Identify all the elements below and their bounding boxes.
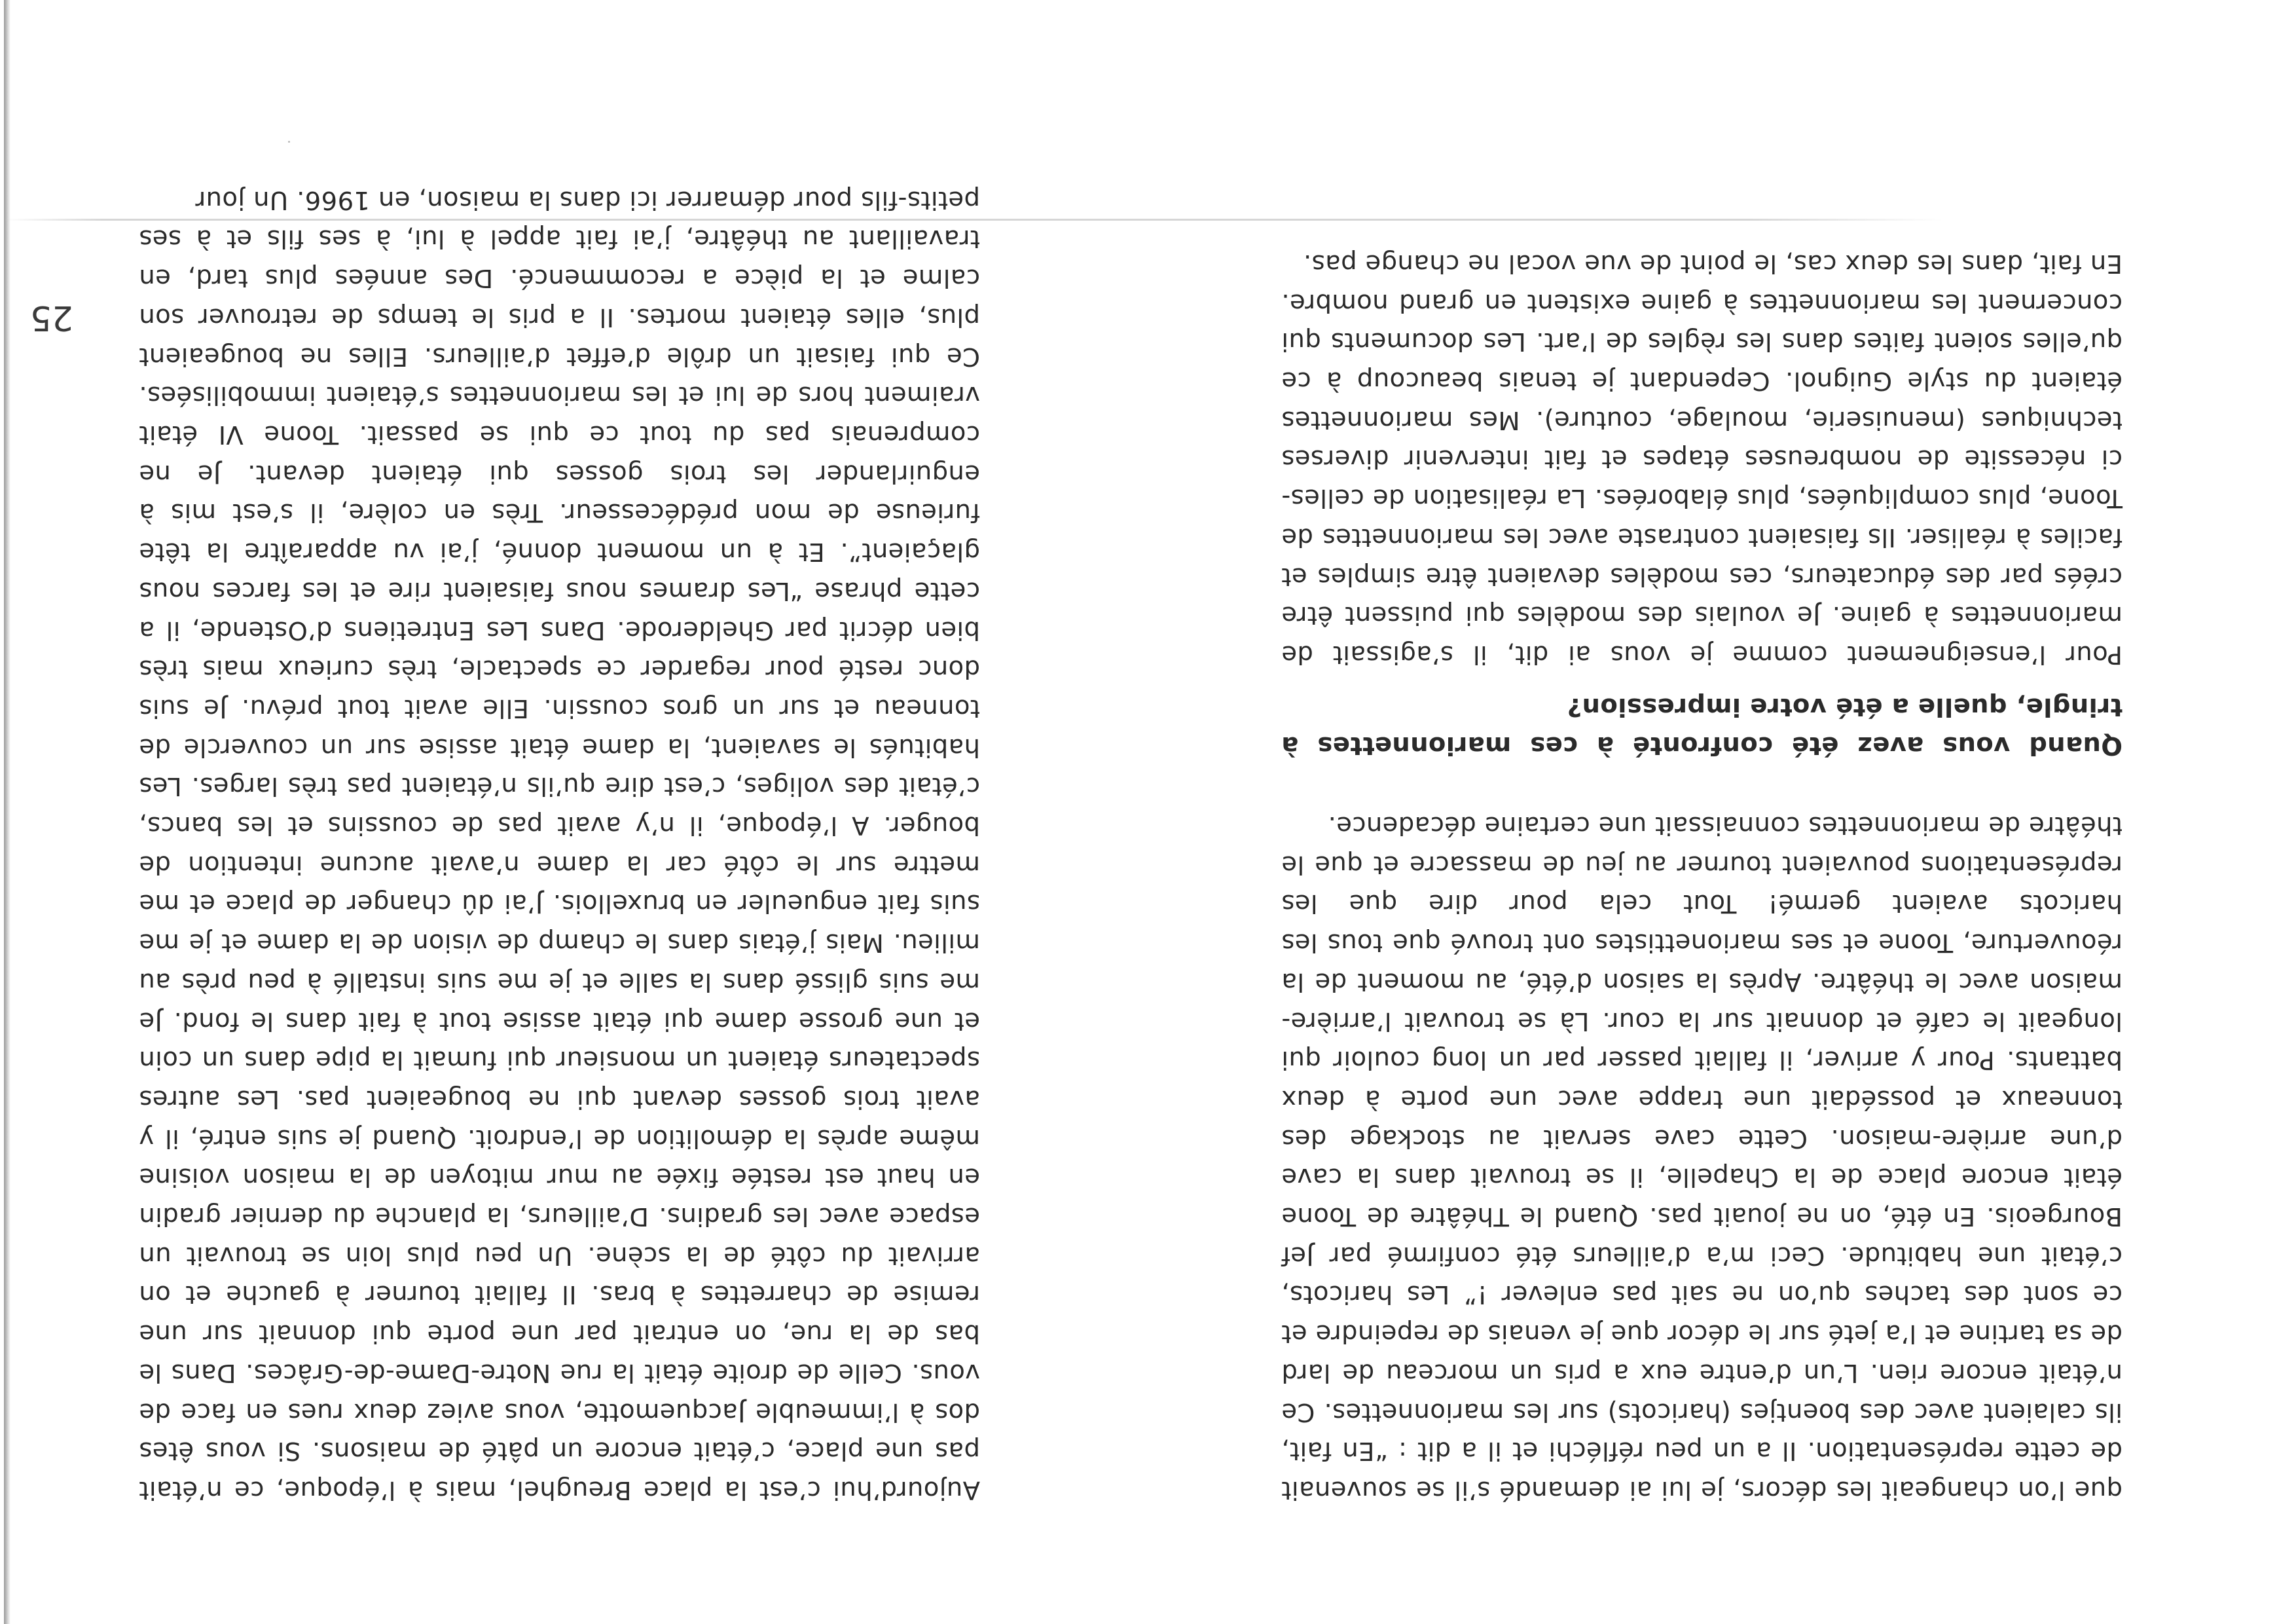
page-number: 25 bbox=[29, 298, 73, 337]
interview-answer: Pour l’enseignement comme je vous ai dit, il s’agissait de marionnettes à gaine. Je voulais des modèles qui puissent être créés par des éducateurs, ces modèles devaient être simples et faciles à réaliser. Ils faisaient contraste avec les marionnettes de Toone, plus compliquées, plus élaborées. La réalisation de celles-ci nécessite de nombreuses étapes et fait intervenir diverses techniques (menuiserie, moulage, couture). Mes marionnettes étaient du style Guignol. Cependant je tenais beaucoup à ce qu’elles soient faites dans les règles de l’art. Les documents qui concernent les marionnettes à gaine existent en grand nombre. En fait, dans les deux cas, le point de vue vocal ne change pas. bbox=[1281, 248, 2123, 669]
text-column-left bbox=[139, 180, 980, 1509]
text-column-right bbox=[1281, 244, 2123, 1509]
paragraph: que l’on changeait les décors, je lui ai demandé s’il se souvenait de cette représentation. Il a un peu réfléchi et il a dit : “En fait, ils calaient avec des boentjes (haricots) sur les marionnettes. Ce n’était encore rien. L’un d’entre eux a pris un morceau de lard de sa tartine et l’a jeté sur le décor que je venais de repeindre et ce sont des taches qu’on ne sait pas enlever !” Les haricots, c’était une habitude. Ceci m’a d’ailleurs été confirmé par Jef Bourgeois. En été, on ne jouait pas. Quand le Théâtre de Toone était encore place de la Chapelle, il se trouvait dans la cave d’une arrière-maison. Cette cave servait au stockage des tonneaux et possédait une trappe avec une porte à deux battants. Pour y arriver, il fallait passer par un long couloir qui longeait le café et donnait sur la cour. Là se trouvait l’arrière-maison avec le théâtre. Après la saison d’été, au moment de la réouverture, Toone et ses marionettistes ont trouvé que tous les haricots avaient germé! Tout cela pour dire que les représentations pouvaient tourner au jeu de massacre et que le théâtre de marionnettes connaissait une certaine décadence. bbox=[1281, 811, 2123, 1505]
scan-speck bbox=[288, 141, 290, 143]
interview-question: Quand vous avez été confronté à ces marionnettes à tringle, quelle a été votre impression? bbox=[1281, 692, 2123, 761]
paragraph: Aujourd’hui c’est la place Breughel, mais à l’époque, ce n’était pas une place, c’était encore un pâté de maisons. Si vous êtes dos à l’immeuble Jacquemotte, vous aviez deux rues en face de vous. Celle de droite était la rue Notre-Dame-de-Grâces. Dans le bas de la rue, on entrait par une porte qui donnait sur une remise de charrettes à bras. Il fallait tourner à gauche et on arrivait du côté de la scène. Un peu plus loin se trouvait un espace avec les gradins. D’ailleurs, la planche du dernier gradin en haut est restée fixée au mur mitoyen de la maison voisine même après la démolition de l’endroit. Quand je suis entré, il y avait trois gosses devant qui ne bougeaient pas. Les autres spectateurs étaient un monsieur qui fumait la pipe dans un coin et une grosse dame qui était assise tout à fait dans le fond. Je me suis glissé dans la salle et je me suis installé à peu près au milieu. Mais j’étais dans le champ de vision de la dame et je me suis fait engueuler en bruxellois. J’ai dû changer de place et me mettre sur le côté car la dame n’avait aucune intention de bouger. A l’époque, il n’y avait pas de coussins et les bancs, c’était des voliges, c’est dire qu’ils n’étaient pas très larges. Les habitués le savaient, la dame était assise sur un couvercle de tonneau et sur un gros coussin. Elle avait tout prévu. Je suis donc resté pour regarder ce spectacle, très curieux mais très bien décrit par Ghelderode. Dans Les Entretiens d’Ostende, il a cette phrase “Les drames nous faisaient rire et les farces nous glaçaient”. Et à un moment donné, j’ai vu apparaître la tête furieuse de mon prédécesseur. Très en colère, il s’est mis à enguirlander les trois gosses qui étaient devant. Je ne comprenais pas du tout ce qui se passait. Toone VI était vraiment hors de lui et les marionnettes s’étaient immobilisées. Ce qui faisait un drôle d’effet d’ailleurs. Elles ne bougeaient plus, elles étaient mortes. Il a pris le temps de retrouver son calme et la pièce a recommencé. Des années plus tard, en travaillant au théâtre, j’ai fait appel à lui, à ses fils et à ses petits-fils pour démarrer ici dans la maison, en 1966. Un jour bbox=[139, 185, 980, 1505]
